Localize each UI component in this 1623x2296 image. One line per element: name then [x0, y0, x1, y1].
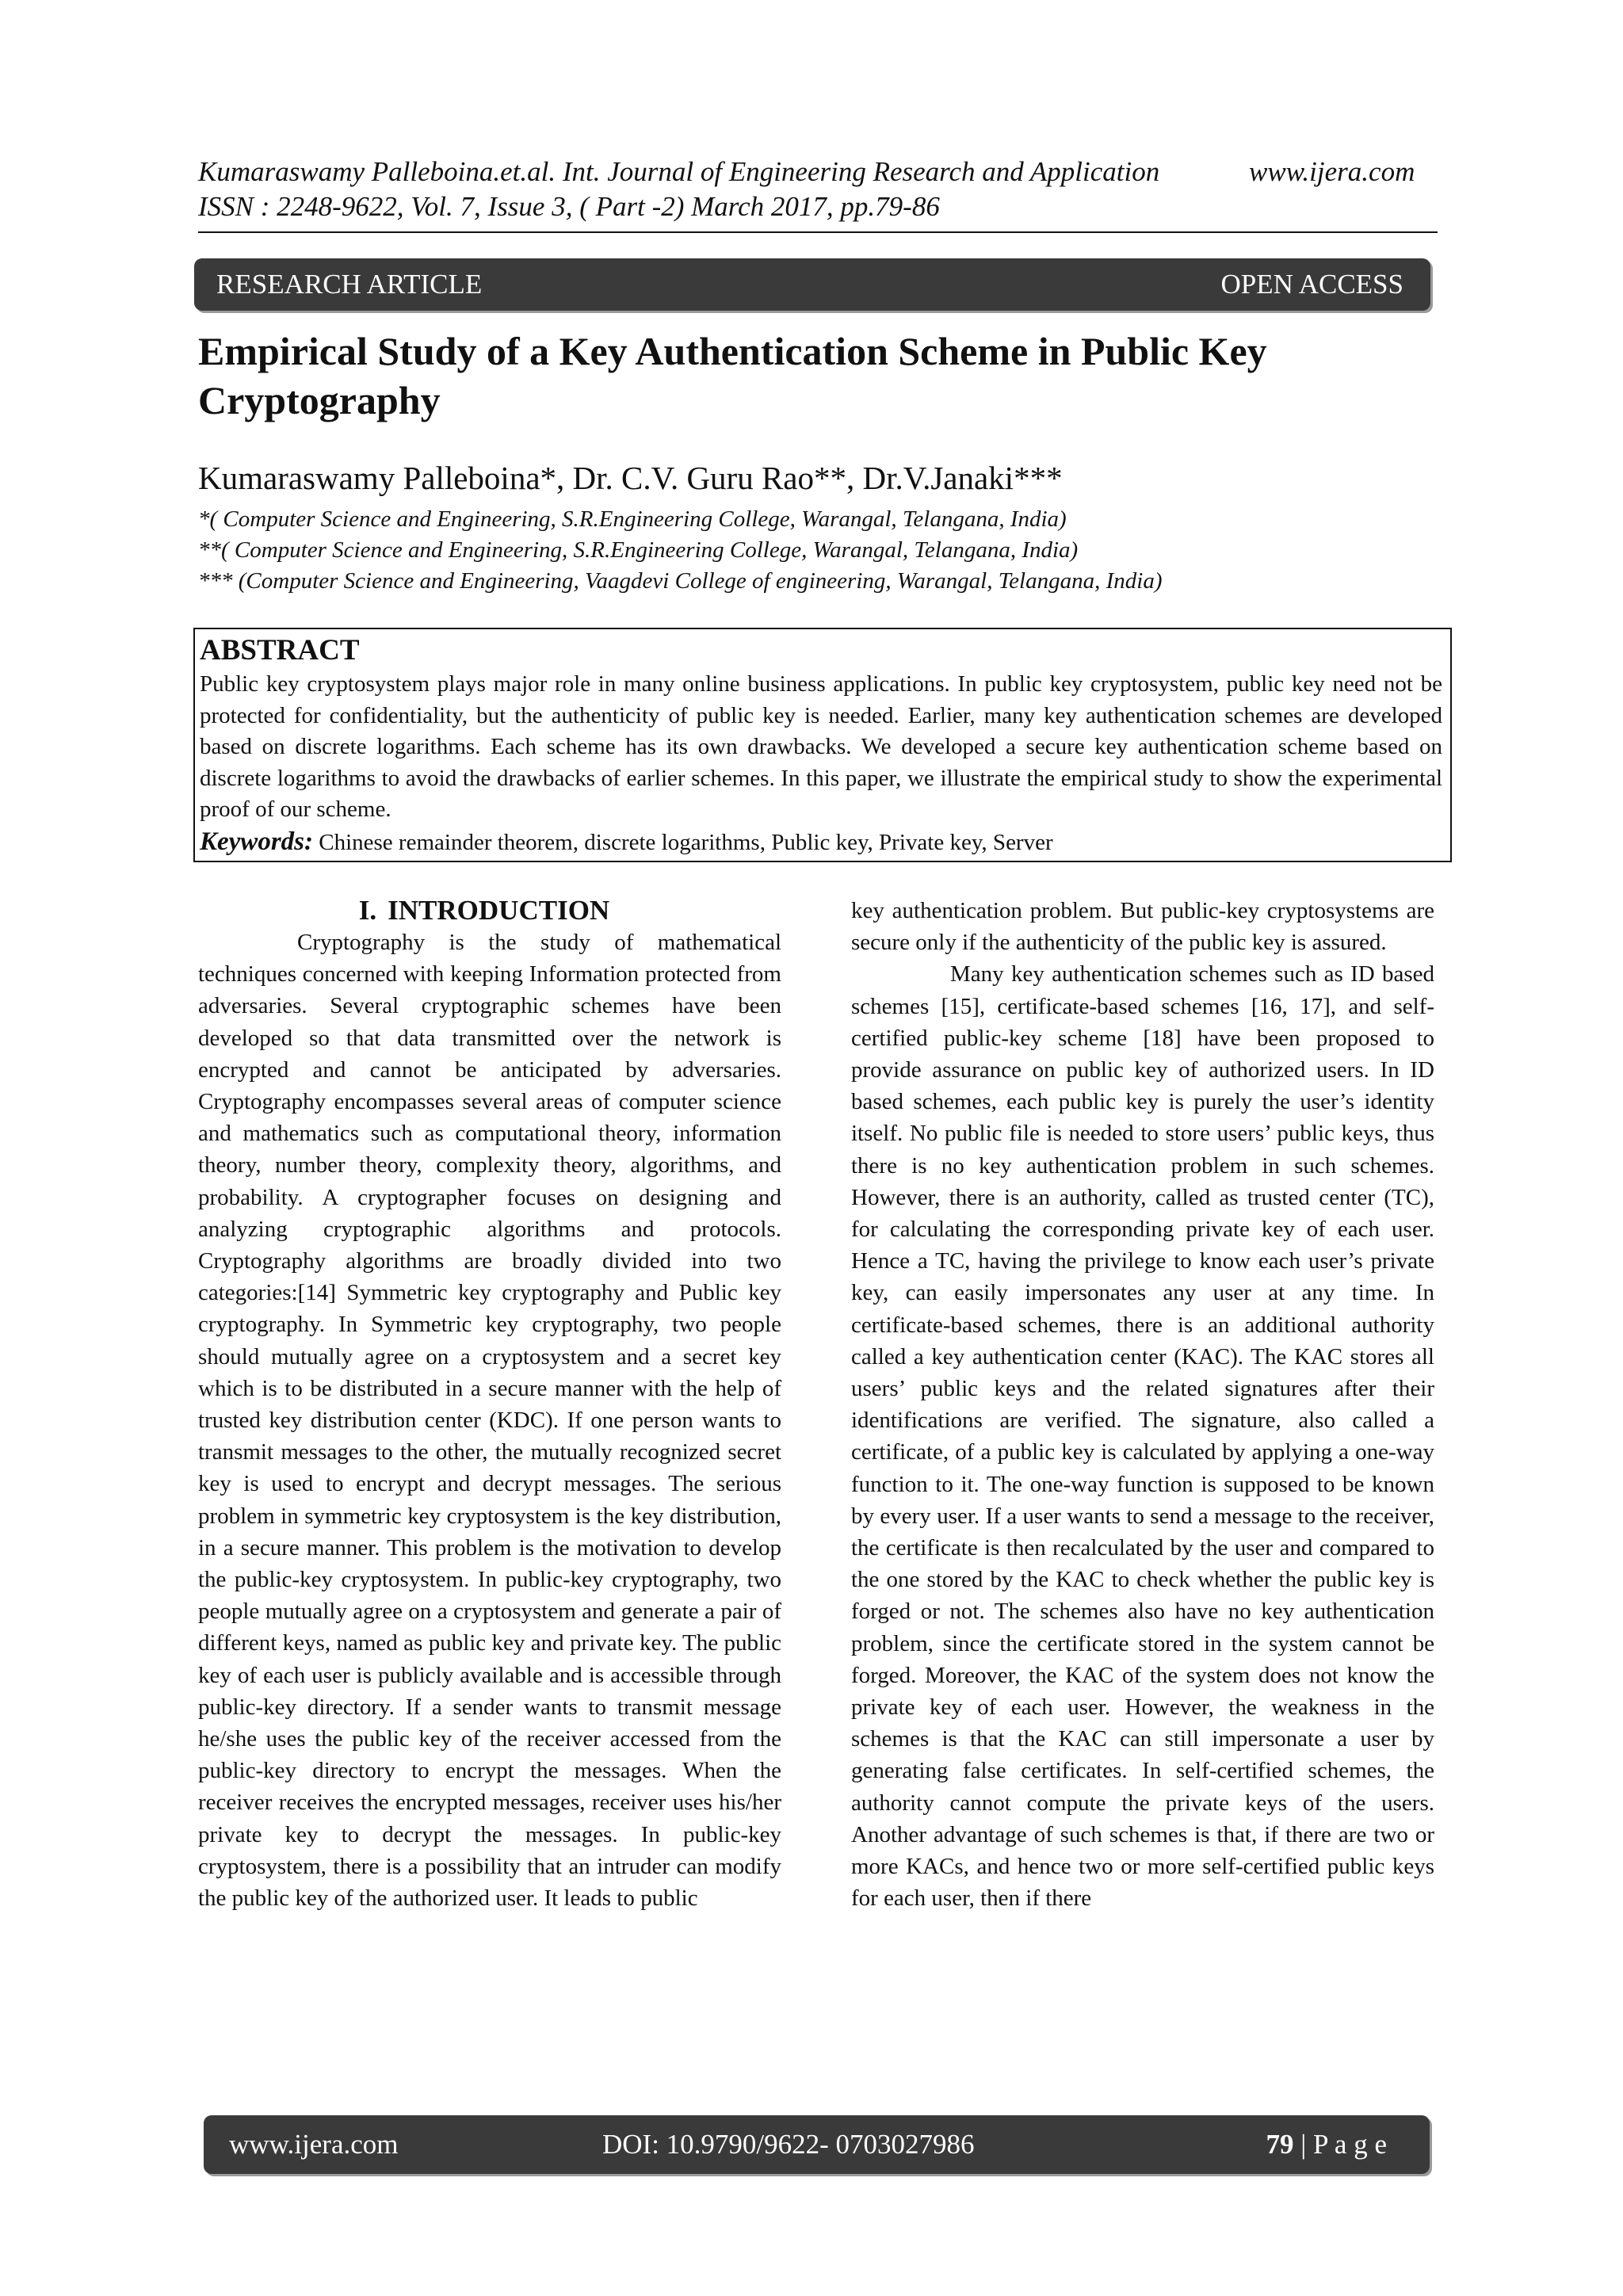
abstract-box — [193, 628, 1452, 862]
paper-title: Empirical Study of a Key Authentication Scheme in Public Key Cryptography — [198, 329, 1267, 422]
research-article-label: RESEARCH ARTICLE — [216, 269, 483, 300]
section-number: I. — [358, 895, 377, 926]
affiliation-3: *** (Computer Science and Engineering, Vaagdevi College of engineering, Warangal, Telangana, India) — [198, 568, 1163, 594]
page-label: | P a g e — [1293, 2129, 1387, 2160]
keywords-label: Keywords: — [200, 827, 313, 856]
body-paragraph: key authentication problem. But public-key cryptosystems are secure only if the authenticity of the public key is assured. — [851, 898, 1434, 956]
affiliation-2: **( Computer Science and Engineering, S.R.Engineering College, Warangal, Telangana, India) — [198, 537, 1079, 563]
abstract-text: Public key cryptosystem plays major role in many online business applications. In public key cryptosystem, public key need not be protected for confidentiality, but the authenticity of public key is needed. Earlier, many key authentication schemes are developed based on discrete logarithms. Each scheme has its own drawbacks. We developed a secure key authentication scheme based on discrete logarithms to avoid the drawbacks of earlier schemes. In this paper, we illustrate the empirical study to show the experimental proof of our scheme. — [200, 671, 1442, 822]
open-access-label: OPEN ACCESS — [1220, 269, 1403, 300]
header-divider — [198, 231, 1438, 233]
affiliation-1: *( Computer Science and Engineering, S.R.Engineering College, Warangal, Telangana, India) — [198, 506, 1067, 532]
left-column — [198, 895, 781, 1914]
keywords-line — [200, 826, 1442, 858]
abstract-heading: ABSTRACT — [200, 634, 360, 667]
body-paragraph: Cryptography is the study of mathematical techniques concerned with keeping Information protected from adversaries. Several cryptographic schemes have been developed so that data transmitted over the network is encrypted and cannot be anticipated by adversaries. Cryptography encompasses several areas of computer science and mathematics such as computational theory, information theory, number theory, complexity theory, algorithms, and probability. A cryptographer focuses on designing and analyzing cryptographic algorithms and protocols. Cryptography algorithms are broadly divided into two categories:[14] Symmetric key cryptography and Public key cryptography. In Symmetric key cryptography, two people should mutually agree on a cryptosystem and a secret key which is to be distributed in a secure manner with the help of trusted key distribution center (KDC). If one person wants to transmit messages to the other, the mutually recognized secret key is used to encrypt and decrypt messages. The serious problem in symmetric key cryptosystem is the key distribution, in a secure manner. This problem is the motivation to develop the public-key cryptosystem. In public-key cryptography, two people mutually agree on a cryptosystem and generate a pair of different keys, named as public key and private key. The public key of each user is publicly available and is accessible through public-key directory. If a sender wants to transmit message he/she uses the public key of the receiver accessed from the public-key directory to encrypt the messages. When the receiver receives the encrypted messages, receiver uses his/her private key to decrypt the messages. In public-key cryptosystem, there is a possibility that an intruder can modify the public key of the authorized user. It leads to public — [198, 930, 781, 1912]
page-number: 79 — [1266, 2129, 1294, 2160]
journal-site-link[interactable]: www.ijera.com — [1249, 156, 1415, 187]
section-heading — [198, 895, 781, 926]
journal-issn: ISSN : 2248-9622, Vol. 7, Issue 3, ( Part -2) March 2017, pp.79-86 — [198, 191, 940, 222]
footer-site-link[interactable]: www.ijera.com — [229, 2129, 399, 2160]
body-paragraph: Many key authentication schemes such as ID based schemes [15], certificate-based schemes [16, 17], and self-certified public-key scheme [18] have been proposed to provide assurance on public key of authorized users. In ID based schemes, each public key is purely the user’s identity itself. No public file is needed to store users’ public keys, thus there is no key authentication problem in such schemes. However, there is an authority, called as trusted center (TC), for calculating the corresponding private key of each user. Hence a TC, having the privilege to know each user’s private key, can easily impersonates any user at any time. In certificate-based schemes, there is an additional authority called a key authentication center (KAC). The KAC stores all users’ public keys and the related signatures after their identifications are verified. The signature, also called a certificate, of a public key is calculated by applying a one-way function to it. The one-way function is supposed to be known by every user. If a user wants to send a message to the receiver, the certificate is then recalculated by the user and compared to the one stored by the KAC to check whether the public key is forged or not. The schemes also have no key authentication problem, since the certificate stored in the system cannot be forged. Moreover, the KAC of the system does not know the private key of each user. However, the weakness in the schemes is that the KAC can still impersonate a user by generating false certificates. In self-certified schemes, the authority cannot compute the private keys of the users. Another advantage of such schemes is that, if there are two or more KACs, and hence two or more self-certified public keys for each user, then if there — [851, 961, 1434, 1912]
page-footer — [204, 2115, 1430, 2174]
author-list: Kumaraswamy Palleboina*, Dr. C.V. Guru Rao**, Dr.V.Janaki*** — [198, 460, 1063, 496]
section-title: INTRODUCTION — [388, 895, 610, 926]
right-column — [851, 895, 1434, 1915]
footer-page-number — [1266, 2129, 1388, 2160]
keywords-text: Chinese remainder theorem, discrete logarithms, Public key, Private key, Server — [319, 829, 1053, 855]
footer-doi: DOI: 10.9790/9622- 0703027986 — [602, 2129, 975, 2160]
journal-citation: Kumaraswamy Palleboina.et.al. Int. Journal of Engineering Research and Application — [198, 156, 1160, 187]
article-type-banner — [194, 258, 1430, 311]
